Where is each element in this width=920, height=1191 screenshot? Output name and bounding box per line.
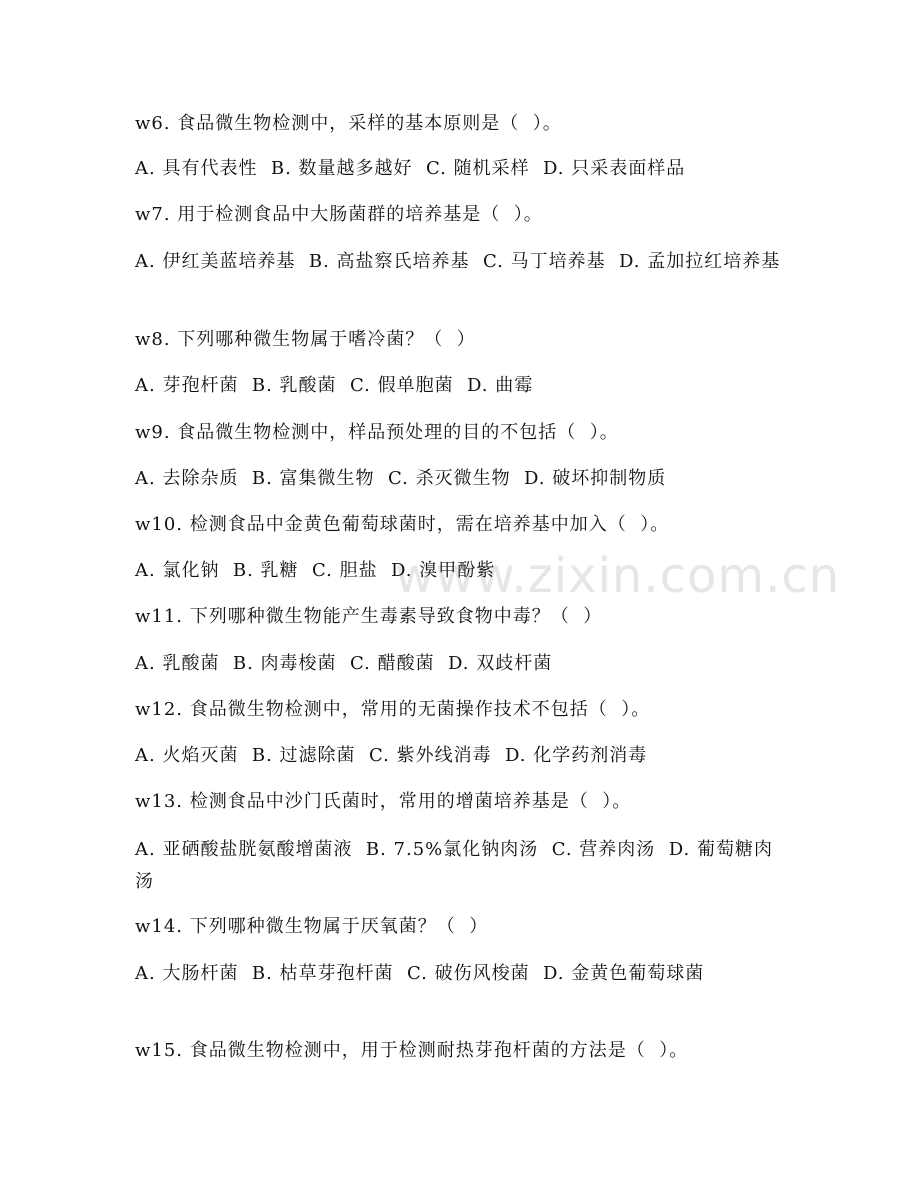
options-w13: A. 亚硒酸盐胱氨酸增菌液 B. 7.5%氯化钠肉汤 C. 营养肉汤 D. 葡萄糖肉汤 bbox=[135, 839, 773, 892]
options-w7: A. 伊红美蓝培养基 B. 高盐察氏培养基 C. 马丁培养基 D. 孟加拉红培养基 bbox=[135, 251, 781, 272]
options-w14: A. 大肠杆菌 B. 枯草芽孢杆菌 C. 破伤风梭菌 D. 金黄色葡萄球菌 bbox=[135, 963, 705, 984]
options-w11: A. 乳酸菌 B. 肉毒梭菌 C. 醋酸菌 D. 双歧杆菌 bbox=[135, 653, 553, 674]
options-w9: A. 去除杂质 B. 富集微生物 C. 杀灭微生物 D. 破坏抑制物质 bbox=[135, 468, 667, 489]
question-w10: w10. 检测食品中金黄色葡萄球菌时，需在培养基中加入（ ）。 bbox=[135, 514, 670, 535]
options-w6: A. 具有代表性 B. 数量越多越好 C. 随机采样 D. 只采表面样品 bbox=[135, 158, 686, 179]
options-w8: A. 芽孢杆菌 B. 乳酸菌 C. 假单胞菌 D. 曲霉 bbox=[135, 375, 534, 396]
watermark-text: www.zixin.com.cn bbox=[395, 548, 841, 604]
question-w13: w13. 检测食品中沙门氏菌时，常用的增菌培养基是（ ）。 bbox=[135, 791, 632, 812]
question-w12: w12. 食品微生物检测中，常用的无菌操作技术不包括（ ）。 bbox=[135, 699, 651, 720]
question-w7: w7. 用于检测食品中大肠菌群的培养基是（ ）。 bbox=[135, 204, 543, 225]
options-w12: A. 火焰灭菌 B. 过滤除菌 C. 紫外线消毒 D. 化学药剂消毒 bbox=[135, 745, 648, 766]
options-w10: A. 氯化钠 B. 乳糖 C. 胆盐 D. 溴甲酚紫 bbox=[135, 560, 496, 581]
question-w9: w9. 食品微生物检测中，样品预处理的目的不包括（ ）。 bbox=[135, 422, 619, 443]
question-w11: w11. 下列哪种微生物能产生毒素导致食物中毒？（ ） bbox=[135, 606, 603, 627]
question-w6: w6. 食品微生物检测中，采样的基本原则是（ ）。 bbox=[135, 113, 562, 134]
question-w8: w8. 下列哪种微生物属于嗜冷菌？（ ） bbox=[135, 329, 476, 350]
question-w14: w14. 下列哪种微生物属于厌氧菌？（ ） bbox=[135, 916, 489, 937]
question-w15: w15. 食品微生物检测中，用于检测耐热芽孢杆菌的方法是（ ）。 bbox=[135, 1040, 689, 1061]
